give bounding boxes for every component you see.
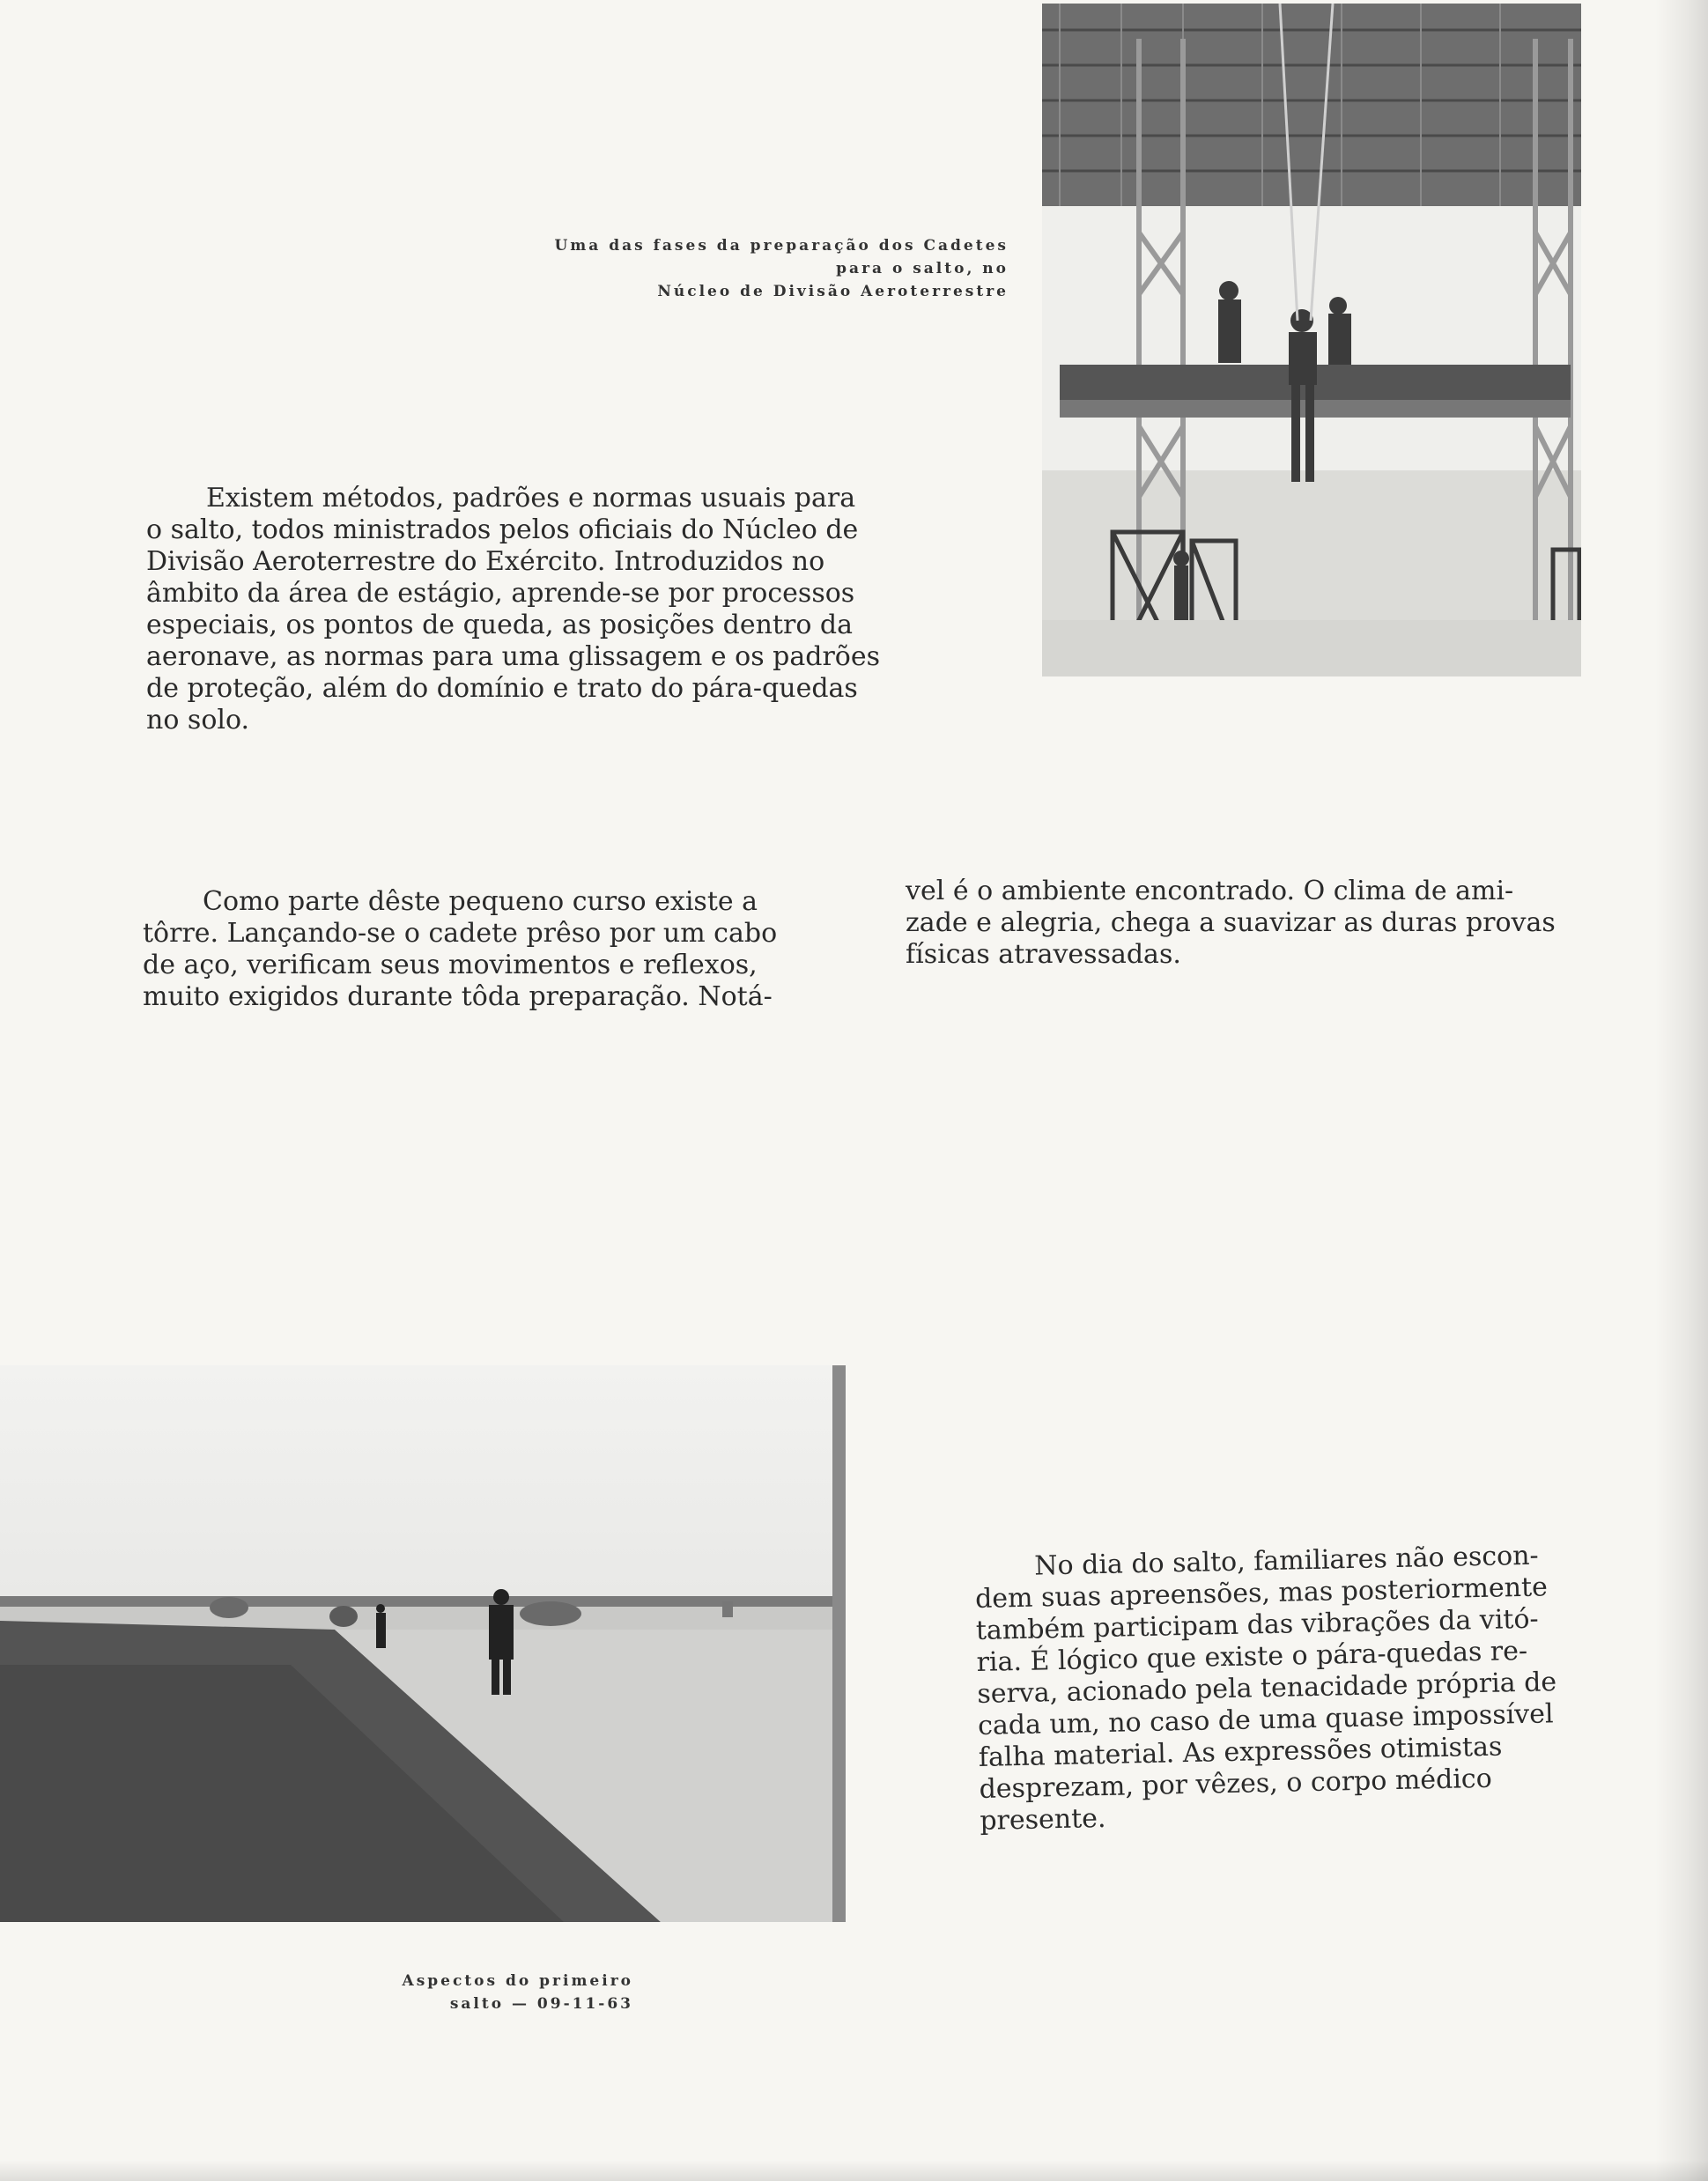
- paragraph-line: de aço, verificam seus movimentos e reflexos,: [143, 950, 758, 980]
- paragraph-line: zade e alegria, chega a suavizar as duras provas: [906, 907, 1556, 938]
- caption-line: Núcleo de Divisão Aeroterrestre: [657, 283, 1009, 300]
- caption-line: Aspectos do primeiro: [402, 1972, 633, 1990]
- caption-line: salto — 09-11-63: [449, 1995, 633, 2013]
- paragraph-line: ria. É lógico que existe o pára-quedas re-: [976, 1635, 1528, 1678]
- paragraph-line: tôrre. Lançando-se o cadete prêso por um cabo: [143, 918, 778, 949]
- paragraph-line: No dia do salto, familiares não escon-: [1033, 1540, 1539, 1582]
- paragraph-line: presente.: [980, 1802, 1106, 1837]
- paragraph-line: âmbito da área de estágio, aprende-se por processos: [146, 578, 855, 609]
- caption-line: para o salto, no: [836, 260, 1009, 277]
- paragraph-line: vel é o ambiente encontrado. O clima de ami-: [906, 876, 1514, 906]
- paragraph-line: o salto, todos ministrados pelos oficiais do Núcleo de: [146, 514, 859, 545]
- paragraph-line: no solo.: [146, 705, 250, 736]
- paragraph-methods: [146, 483, 907, 736]
- paragraph-line: também participam das vibrações da vitó-: [975, 1603, 1539, 1646]
- paragraph-jump-day: [974, 1539, 1597, 1837]
- paragraph-line: falha material. As expressões otimistas: [978, 1731, 1503, 1773]
- paragraph-tower-left: [143, 886, 847, 1013]
- caption-training-tower: [462, 234, 1009, 303]
- paragraph-line: cada um, no caso de uma quase impossível: [977, 1698, 1554, 1741]
- paragraph-line: Existem métodos, padrões e normas usuais para: [206, 483, 856, 514]
- paragraph-line: físicas atravessadas.: [906, 939, 1181, 970]
- paragraph-tower-right: [906, 876, 1588, 971]
- page-edge-shadow: [1655, 0, 1708, 2181]
- page-bottom-shadow: [0, 2160, 1708, 2181]
- paragraph-line: Como parte dêste pequeno curso existe a: [203, 886, 758, 917]
- paragraph-line: serva, acionado pela tenacidade própria de: [977, 1667, 1557, 1710]
- paragraph-line: Divisão Aeroterrestre do Exército. Introduzidos no: [146, 546, 825, 577]
- paragraph-line: muito exigidos durante tôda preparação. Notá-: [143, 981, 773, 1012]
- photo-training-tower: [1042, 4, 1581, 676]
- photo-first-jump-airfield: [0, 1365, 846, 1922]
- paragraph-line: aeronave, as normas para uma glissagem e os padrões: [146, 641, 881, 672]
- caption-line: Uma das fases da preparação dos Cadetes: [554, 237, 1009, 255]
- paragraph-line: dem suas apreensões, mas posteriormente: [974, 1571, 1549, 1615]
- paragraph-line: especiais, os pontos de queda, as posições dentro da: [146, 610, 854, 640]
- paragraph-line: de proteção, além do domínio e trato do pára-quedas: [146, 673, 858, 704]
- caption-first-jump: [281, 1970, 633, 2015]
- paragraph-line: desprezam, por vêzes, o corpo médico: [979, 1763, 1493, 1805]
